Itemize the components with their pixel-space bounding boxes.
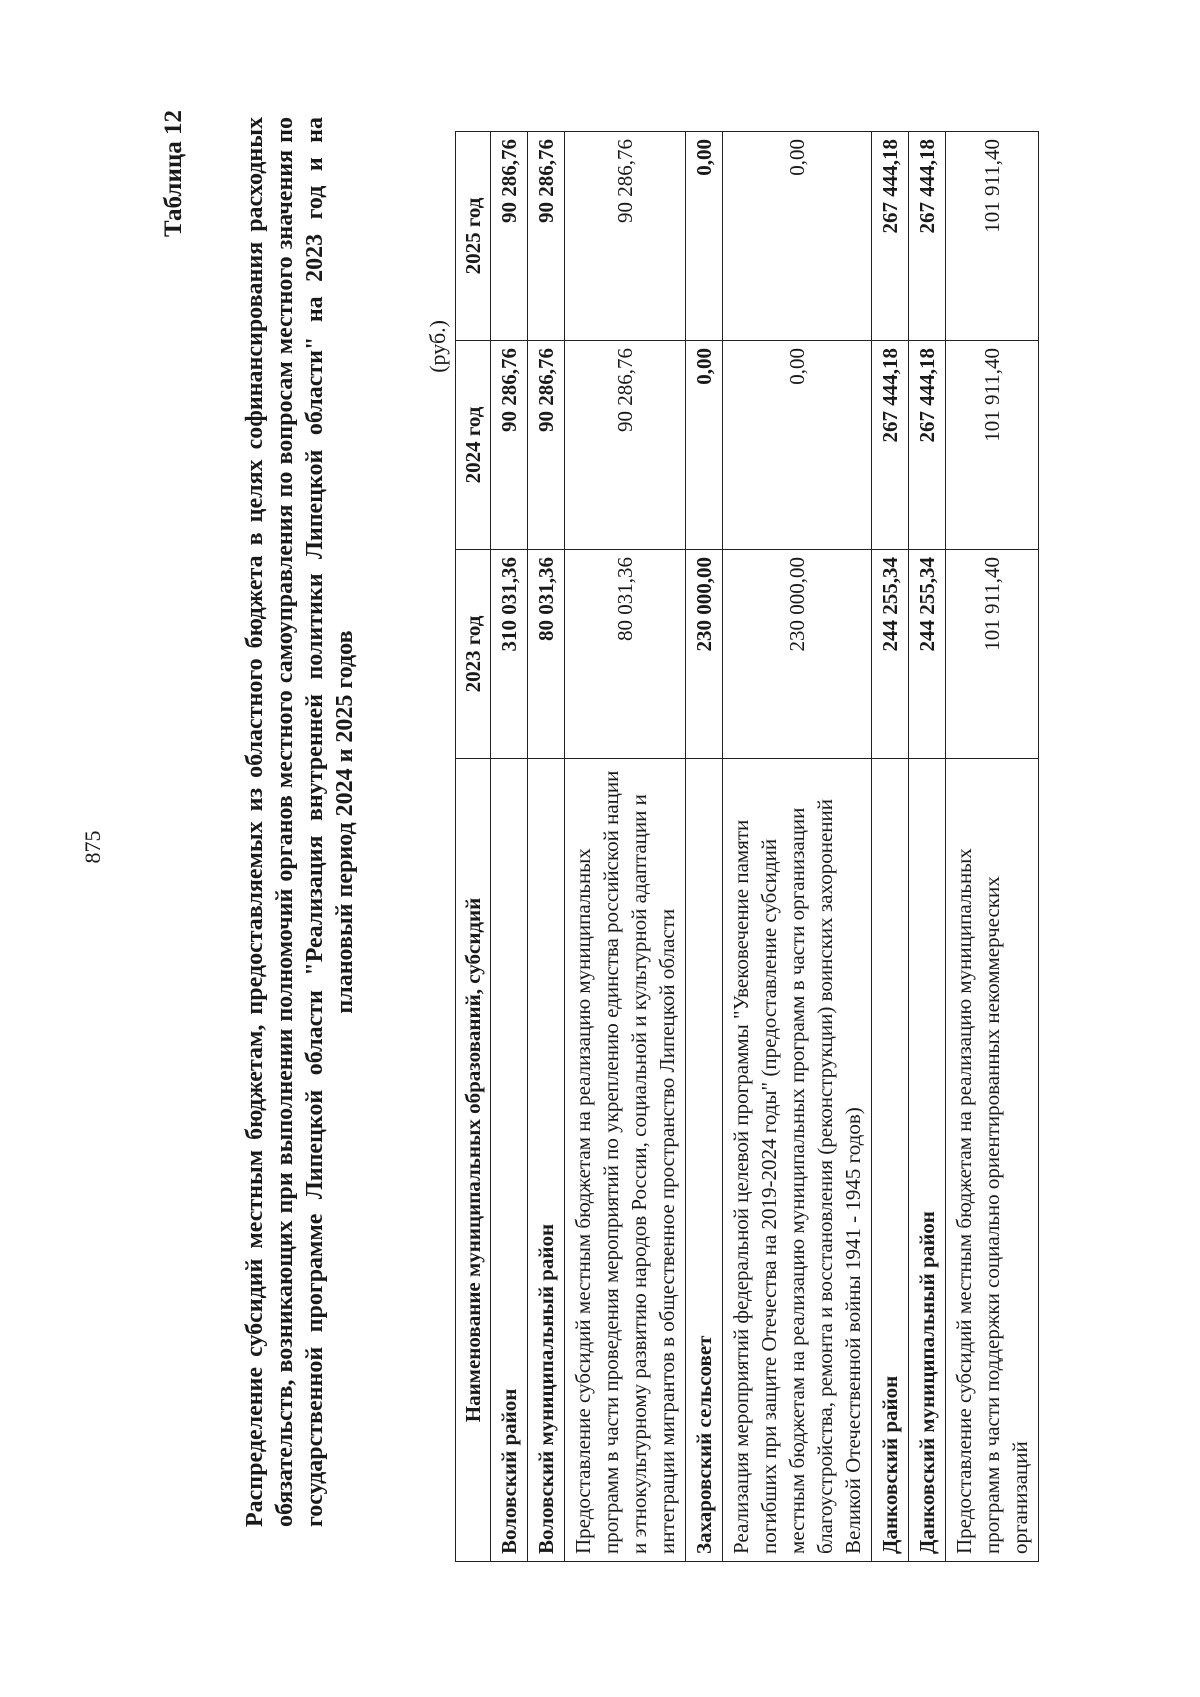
row-2025: 267 444,18 bbox=[872, 132, 909, 341]
row-2025: 0,00 bbox=[723, 132, 872, 341]
table-row bbox=[565, 132, 686, 1562]
table-row bbox=[909, 132, 946, 1562]
header-2023: 2023 год bbox=[456, 550, 491, 759]
row-2024: 90 286,76 bbox=[528, 341, 565, 550]
row-2025: 267 444,18 bbox=[909, 132, 946, 341]
row-2025: 90 286,76 bbox=[565, 132, 686, 341]
row-name: Реализация мероприятий федеральной целевой программы "Увековечение памяти погибших при защите Отечества на 2019-2024 годы" (предоставление субсидий местным бюджетам на реализацию муниципальных программ в части организации благоустройства, ремонта и восстановления (реконструкции) воинских захоронений Великой Отечественной войны 1941 - 1945 годов) bbox=[723, 759, 872, 1562]
row-2024: 267 444,18 bbox=[909, 341, 946, 550]
row-2023: 244 255,34 bbox=[909, 550, 946, 759]
row-2023: 101 911,40 bbox=[946, 550, 1039, 759]
table-row bbox=[528, 132, 565, 1562]
row-2023: 230 000,00 bbox=[723, 550, 872, 759]
table-header-row bbox=[456, 132, 491, 1562]
row-name: Предоставление субсидий местным бюджетам на реализацию муниципальных программ в части проведения мероприятий по укреплению единства российской нации и этнокультурному развитию народов России, социальной и культурной адаптации и интеграции мигрантов в общественное пространство Липецкой области bbox=[565, 759, 686, 1562]
row-2024: 267 444,18 bbox=[872, 341, 909, 550]
row-2024: 101 911,40 bbox=[946, 341, 1039, 550]
row-name: Предоставление субсидий местным бюджетам на реализацию муниципальных программ в части поддержки социально ориентированных некоммерческих организаций bbox=[946, 759, 1039, 1562]
table-row bbox=[946, 132, 1039, 1562]
document-title: Распределение субсидий местным бюджетам, предоставляемых из областного бюджета в целях софинансирования расходных обязательств, возникающих при выполнении полномочий органов местного самоуправления по вопросам местного значения по государственной программе Липецкой области "Реализация внутренней политики Липецкой области" на 2023 год и на плановый период 2024 и 2025 годов bbox=[242, 117, 358, 1527]
row-name: Воловский район bbox=[491, 759, 528, 1562]
row-2024: 90 286,76 bbox=[491, 341, 528, 550]
row-name: Данковский муниципальный район bbox=[909, 759, 946, 1562]
row-2023: 310 031,36 bbox=[491, 550, 528, 759]
header-2025: 2025 год bbox=[456, 132, 491, 341]
row-2025: 90 286,76 bbox=[528, 132, 565, 341]
row-2023: 230 000,00 bbox=[686, 550, 723, 759]
table-label: Таблица 12 bbox=[160, 110, 187, 238]
row-2025: 90 286,76 bbox=[491, 132, 528, 341]
table-row bbox=[686, 132, 723, 1562]
header-name: Наименование муниципальных образований, субсидий bbox=[456, 759, 491, 1562]
page-number: 875 bbox=[80, 830, 105, 864]
row-name: Воловский муниципальный район bbox=[528, 759, 565, 1562]
header-2024: 2024 год bbox=[456, 341, 491, 550]
row-2025: 0,00 bbox=[686, 132, 723, 341]
table-row bbox=[723, 132, 872, 1562]
row-2024: 0,00 bbox=[686, 341, 723, 550]
row-2023: 244 255,34 bbox=[872, 550, 909, 759]
row-2023: 80 031,36 bbox=[528, 550, 565, 759]
row-2025: 101 911,40 bbox=[946, 132, 1039, 341]
row-name: Захаровский сельсовет bbox=[686, 759, 723, 1562]
row-2023: 80 031,36 bbox=[565, 550, 686, 759]
subsidy-table bbox=[455, 131, 1039, 1562]
currency-unit: (руб.) bbox=[425, 320, 450, 373]
table-row bbox=[872, 132, 909, 1562]
row-2024: 90 286,76 bbox=[565, 341, 686, 550]
row-name: Данковский район bbox=[872, 759, 909, 1562]
table-row bbox=[491, 132, 528, 1562]
row-2024: 0,00 bbox=[723, 341, 872, 550]
